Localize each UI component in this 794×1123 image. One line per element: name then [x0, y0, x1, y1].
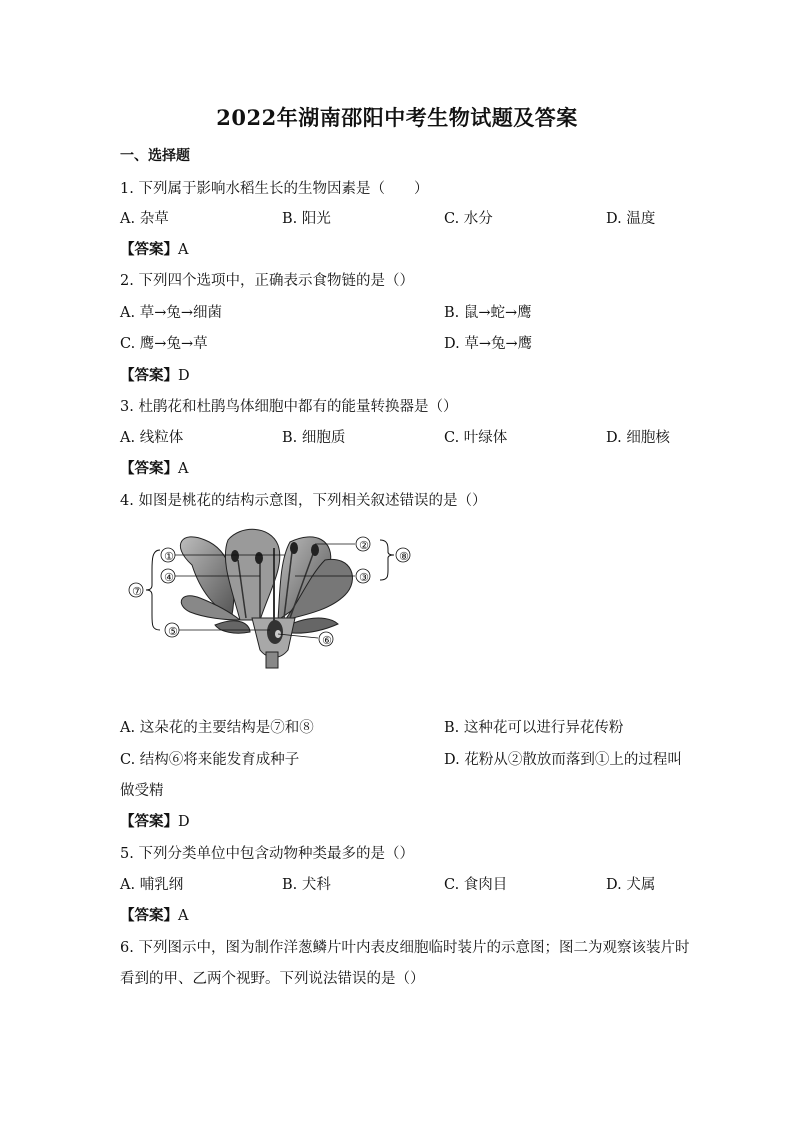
question-1-option-c: C. 水分 [444, 211, 493, 227]
answer-value: A [178, 908, 189, 924]
peach-flower-diagram [120, 520, 420, 680]
question-5-option-c: C. 食肉目 [444, 877, 508, 893]
question-5-answer [120, 904, 188, 925]
question-3-answer [120, 457, 188, 478]
question-5-option-b: B. 犬科 [282, 877, 331, 893]
answer-label: 【答案】 [120, 241, 178, 258]
question-4-option-d: D. 花粉从②散放而落到①上的过程叫 [444, 752, 682, 768]
question-2-option-b: B. 鼠→蛇→鹰 [444, 305, 532, 321]
question-3-option-c: C. 叶绿体 [444, 430, 508, 446]
section-heading: 一、选择题 [120, 148, 190, 164]
answer-value: D [178, 368, 190, 384]
question-4-option-c: C. 结构⑥将来能发育成种子 [120, 752, 300, 768]
question-4-option-b: B. 这种花可以进行异花传粉 [444, 720, 624, 736]
question-1-option-a: A. 杂草 [120, 211, 169, 227]
figure-label-2: ② [359, 539, 369, 552]
question-5-stem: 5. 下列分类单位中包含动物种类最多的是（） [120, 846, 414, 862]
question-1-option-d: D. 温度 [606, 211, 656, 227]
question-1-answer [120, 238, 188, 259]
question-5-option-d: D. 犬属 [606, 877, 656, 893]
answer-label: 【答案】 [120, 907, 178, 924]
question-3-option-a: A. 线粒体 [120, 430, 184, 446]
figure-label-3: ③ [359, 571, 369, 584]
question-3-option-b: B. 细胞质 [282, 430, 346, 446]
peach-flower-illustration [120, 520, 420, 680]
document-title: 2022年湖南邵阳中考生物试题及答案 [216, 105, 578, 130]
figure-label-1: ① [164, 550, 174, 563]
question-6-stem: 6. 下列图示中，图为制作洋葱鳞片叶内表皮细胞临时装片的示意图；图二为观察该装片时 [120, 940, 690, 956]
question-4-answer [120, 810, 190, 831]
question-3-option-d: D. 细胞核 [606, 430, 670, 446]
figure-label-7: ⑦ [132, 585, 142, 598]
question-2-option-d: D. 草→兔→鹰 [444, 336, 533, 352]
question-4-option-a: A. 这朵花的主要结构是⑦和⑧ [120, 720, 314, 736]
question-1-stem: 1. 下列属于影响水稻生长的生物因素是（ ） [120, 181, 429, 197]
question-2-answer [120, 364, 190, 385]
question-2-option-c: C. 鹰→兔→草 [120, 336, 208, 352]
figure-label-6: ⑥ [322, 634, 332, 647]
answer-label: 【答案】 [120, 367, 178, 384]
question-1-option-b: B. 阳光 [282, 211, 331, 227]
figure-label-4: ④ [164, 571, 174, 584]
answer-value: A [178, 242, 189, 258]
figure-label-8: ⑧ [399, 550, 409, 563]
figure-label-5: ⑤ [168, 625, 178, 638]
answer-label: 【答案】 [120, 813, 178, 830]
question-6-stem-continued: 看到的甲、乙两个视野。下列说法错误的是（） [120, 971, 425, 987]
answer-value: A [178, 461, 189, 477]
question-5-option-a: A. 哺乳纲 [120, 877, 184, 893]
question-2-stem: 2. 下列四个选项中，正确表示食物链的是（） [120, 273, 414, 289]
question-2-option-a: A. 草→兔→细菌 [120, 305, 222, 321]
question-3-stem: 3. 杜鹃花和杜鹃鸟体细胞中都有的能量转换器是（） [120, 399, 458, 415]
question-4-option-d-continued: 做受精 [120, 783, 164, 799]
answer-label: 【答案】 [120, 460, 178, 477]
question-4-stem: 4. 如图是桃花的结构示意图，下列相关叙述错误的是（） [120, 493, 487, 509]
answer-value: D [178, 814, 190, 830]
